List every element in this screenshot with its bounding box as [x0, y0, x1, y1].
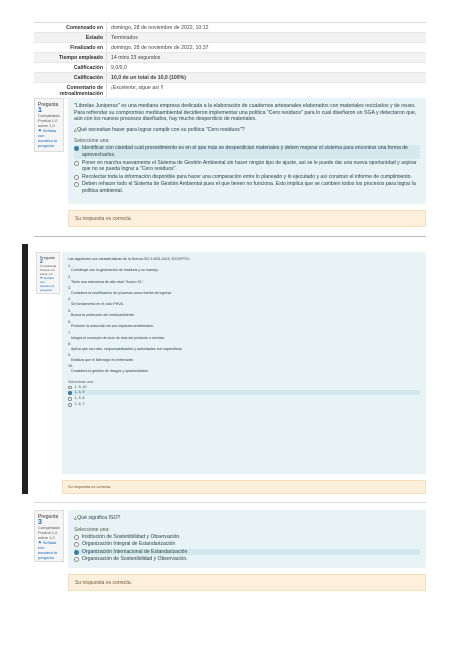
answer-option[interactable] — [74, 541, 420, 548]
question-score: Puntúa 1,0 sobre 1,0 — [38, 118, 58, 128]
summary-label: Estado — [85, 34, 103, 41]
summary-label: Tiempo empleado — [58, 54, 103, 61]
statement-item — [68, 342, 420, 351]
statement-number: 3. — [68, 286, 71, 291]
question-status: Completada — [38, 113, 60, 118]
summary-value: 14 mins 23 segundos — [106, 53, 426, 62]
answer-text: 1, 3, 9 — [74, 390, 85, 395]
question-text: "Librelas Juniperus" es una mediana empresa dedicada a la elaboración de cuadernos artesanales elaborados con materiales reciclados y de reuso. Para refrendar su compromiso medioambiental decidieron implementar una política "Cero residuos" para lo cual diseñaron un SGA y detectaron que, aún con los nuevos procesos diseñados, hay mucho desperdicio de materiales. — [74, 103, 417, 123]
statement-list — [68, 264, 420, 374]
answer-option[interactable] — [68, 402, 420, 407]
answer-text: Organización Integral de Estandarización — [82, 541, 176, 548]
answer-text: Identificar con claridad cuál procedimiento es en el que más se desperdician materiales y deben mejorar el sistema para encontrar una forma de aprovecharlos. — [82, 145, 408, 158]
statement-number: 5. — [68, 308, 71, 313]
summary-row-finished — [34, 43, 426, 53]
answer-text: Recolectar toda la información disponible para hacer una comparación entre lo planeado y lo ejecutado y así construir el informe de cumplimiento. — [82, 173, 412, 180]
question-status: Completada — [40, 264, 57, 268]
summary-row-marks — [34, 63, 426, 73]
question-score: Puntúa 1,0 sobre 1,0 — [40, 268, 55, 276]
divider — [34, 236, 426, 237]
question-1-body — [68, 98, 426, 204]
radio-icon[interactable] — [74, 182, 79, 187]
answer-text: 1, 3, 6 — [74, 396, 85, 401]
flag-question-link[interactable] — [38, 540, 60, 560]
question-number: 1 — [38, 107, 42, 114]
statement-text: Integra el concepto de ciclo de vida del producto o servicio. — [71, 335, 166, 340]
statement-text: Se fundamenta en el ciclo PHVA. — [71, 301, 124, 306]
answer-option[interactable] — [74, 549, 420, 556]
answer-option[interactable] — [74, 181, 420, 194]
divider — [34, 502, 426, 503]
radio-icon[interactable] — [74, 175, 79, 180]
summary-value: Terminados — [106, 33, 426, 42]
question-1-info — [34, 98, 64, 152]
page-edge-bar — [22, 244, 28, 494]
question-3-info — [34, 510, 64, 562]
summary-row-time — [34, 53, 426, 63]
summary-row-state — [34, 33, 426, 43]
summary-value: 9,0/9,0 — [106, 63, 426, 72]
statement-text: Busca la protección del medioambiente. — [71, 313, 135, 318]
statement-text: Enfatiza que el liderazgo es irrelevante. — [71, 357, 134, 362]
answer-text: 1, 9, 10 — [74, 384, 87, 389]
select-one-label: Seleccione una: — [74, 526, 110, 533]
statement-number: 10. — [68, 364, 73, 369]
radio-icon[interactable] — [68, 386, 72, 390]
answer-option[interactable] — [74, 145, 420, 158]
answer-option[interactable] — [74, 160, 420, 173]
statement-number: 9. — [68, 353, 71, 358]
question-title: Pregunta — [40, 256, 55, 260]
question-3-feedback: Su respuesta es correcta. — [68, 574, 426, 591]
radio-icon[interactable] — [68, 403, 72, 407]
summary-value: ¡Excelente, sigue así !! — [106, 83, 426, 98]
question-number: 2 — [40, 259, 43, 265]
summary-row-grade — [34, 73, 426, 83]
grade-value: 10,0 de un total de 10,0 (100%) — [111, 74, 186, 81]
statement-item — [68, 297, 420, 306]
question-title: Pregunta — [38, 102, 59, 108]
select-one-label: Seleccione una: — [74, 138, 110, 145]
summary-value: domingo, 28 de noviembre de 2022, 10:12 — [106, 23, 426, 32]
question-text: Las siguientes son características de la Norma ISO 14001:2015, EXCEPTO: — [68, 257, 190, 261]
question-2-info — [36, 252, 60, 294]
statement-text: Tiene una estructura de alto nivel "Anexo SL". — [71, 279, 145, 284]
statement-text: Considera la gestión de riesgos y oportunidades. — [71, 369, 149, 374]
summary-value — [106, 73, 426, 82]
answer-text: Organización Internacional de Estandarización — [82, 548, 188, 555]
flag-question-link[interactable] — [38, 128, 60, 148]
statement-number: 6. — [68, 319, 71, 324]
answer-option[interactable] — [68, 396, 420, 401]
statement-item — [68, 286, 420, 295]
radio-icon[interactable] — [74, 535, 79, 540]
question-3-body — [68, 510, 426, 568]
select-one-label: Seleccione una: — [68, 379, 94, 384]
answer-option[interactable] — [68, 390, 420, 395]
radio-icon[interactable] — [74, 542, 79, 547]
radio-icon[interactable] — [68, 397, 72, 401]
statement-item — [68, 320, 420, 329]
statement-number: 1. — [68, 263, 71, 268]
statement-number: 2. — [68, 274, 71, 279]
radio-icon[interactable] — [74, 557, 79, 562]
flag-label: Señalar con bandera la pregunta — [38, 540, 57, 560]
statement-item — [68, 309, 420, 318]
answer-text: 1, 5, 7 — [74, 402, 85, 407]
answer-text: Institución de Sostenibilidad y Observación. — [82, 533, 181, 540]
summary-label: Calificación — [73, 74, 103, 81]
statement-item — [68, 275, 420, 284]
flag-icon: ⚑ — [38, 540, 42, 545]
question-number: 3 — [38, 519, 42, 526]
flag-label: Señalar con bandera la pregunta — [40, 276, 55, 292]
statement-item — [68, 353, 420, 362]
statement-text: Considera la modificación de procesos como fuente de ingreso. — [71, 290, 173, 295]
answer-option[interactable] — [74, 174, 420, 181]
statement-item — [68, 364, 420, 373]
attempt-summary — [34, 22, 426, 99]
summary-label: Comenzado en — [66, 24, 103, 31]
radio-icon[interactable] — [74, 146, 79, 151]
answer-option[interactable] — [68, 385, 420, 390]
summary-label: Finalizado en — [70, 44, 103, 51]
statement-text: Aplica que los roles, responsabilidades y autoridades son específicos. — [71, 346, 183, 351]
summary-value: domingo, 28 de noviembre de 2022, 10:37 — [106, 43, 426, 52]
summary-row-started — [34, 23, 426, 33]
question-1-feedback: Su respuesta es correcta. — [68, 210, 426, 227]
question-prompt: ¿Qué significa ISO? — [74, 515, 121, 521]
question-2-feedback: Su respuesta es correcta. — [62, 480, 426, 494]
question-prompt: ¿Qué necesitan hacer para lograr cumplir con su política "Cero residuos"? — [74, 126, 245, 133]
statement-number: 4. — [68, 297, 71, 302]
summary-label: Comentario de retroalimentación — [59, 84, 103, 97]
question-status: Completada — [38, 525, 60, 530]
question-score: Puntúa 1,0 sobre 1,0 — [38, 530, 58, 540]
answer-option[interactable] — [74, 556, 420, 563]
statement-item — [68, 331, 420, 340]
statement-text: Previene la reducción de sus impactos ambientales. — [71, 324, 154, 329]
flag-label: Señalar con bandera la pregunta — [38, 128, 57, 148]
flag-icon: ⚑ — [40, 276, 43, 280]
summary-label: Calificación — [73, 64, 103, 71]
answer-text: Deben rehacer todo el Sistema de Gestión Ambiental pues el que tienen no funciona. Esto implica que se cambien todos los procesos para lograr la política ambiental. — [82, 181, 416, 194]
summary-row-feedback — [34, 83, 426, 99]
flag-icon: ⚑ — [38, 128, 42, 133]
statement-item — [68, 264, 420, 273]
radio-icon[interactable] — [74, 550, 79, 555]
answer-text: Poner en marcha nuevamente el Sistema de Gestión Ambiental sin hacer ningún tipo de ajuste, así se le puede dar una nueva oportunidad y aspirar que no se pueda lograr a "Cero residuos". — [82, 159, 417, 173]
flag-question-link[interactable] — [40, 276, 56, 292]
answer-option[interactable] — [74, 534, 420, 541]
radio-icon[interactable] — [68, 391, 72, 395]
statement-number: 8. — [68, 342, 71, 347]
question-2-body — [62, 252, 426, 474]
statement-text: Contribuye con la generación de residuos y su manejo. — [71, 268, 159, 273]
radio-icon[interactable] — [74, 161, 79, 166]
question-title: Pregunta — [38, 514, 59, 520]
statement-number: 7. — [68, 330, 71, 335]
answer-text: Organización de Sostenibilidad y Observación. — [82, 556, 188, 563]
